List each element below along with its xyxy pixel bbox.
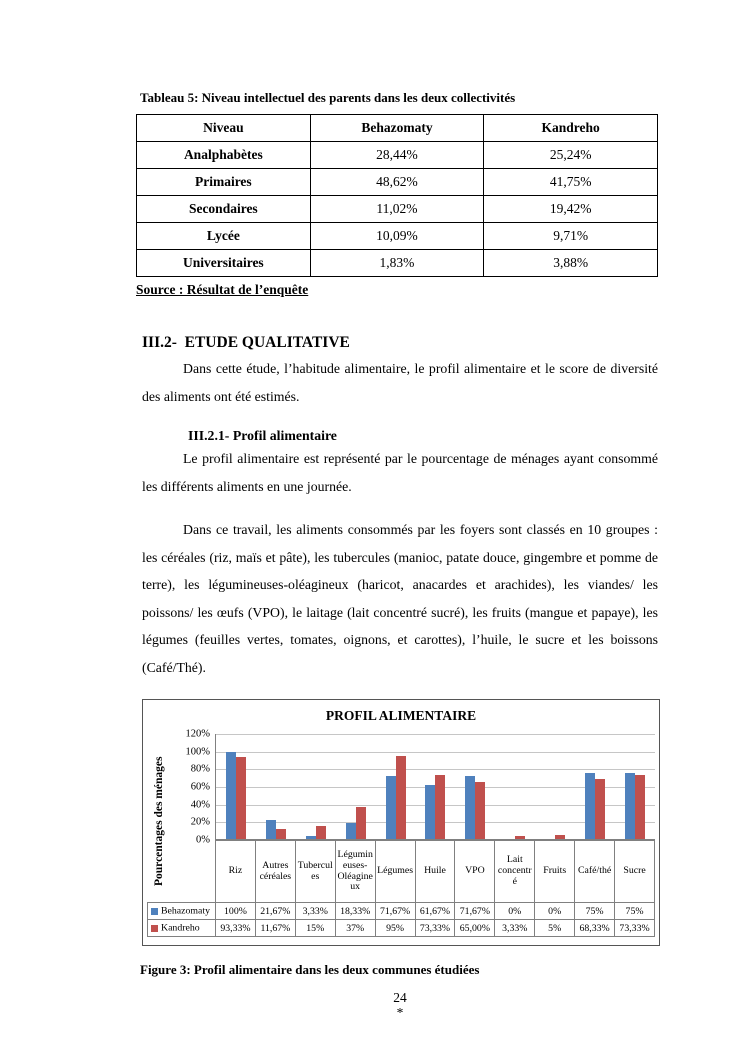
legend-label: Behazomaty bbox=[161, 905, 210, 917]
table-row bbox=[137, 250, 658, 277]
table-cell: 1,83% bbox=[310, 250, 484, 277]
value-cell: 61,67% bbox=[415, 903, 455, 920]
y-tick-label: 0% bbox=[196, 834, 210, 846]
bar-group bbox=[535, 734, 575, 839]
table-row bbox=[137, 223, 658, 250]
table-header-behazomaty: Behazomaty bbox=[310, 115, 484, 142]
value-cell: 0% bbox=[495, 903, 535, 920]
value-cell: 73,33% bbox=[415, 920, 455, 937]
y-tick-label: 60% bbox=[190, 781, 210, 793]
table-header-row bbox=[137, 115, 658, 142]
table5-caption: Tableau 5: Niveau intellectuel des parents dans les deux collectivités bbox=[140, 90, 516, 105]
category-cell: Légumineuses-Oléagineux bbox=[335, 841, 375, 903]
bar-behazomaty bbox=[306, 836, 316, 839]
bar-behazomaty bbox=[226, 752, 236, 840]
page-number: 24 bbox=[393, 990, 407, 1005]
value-cell: 68,33% bbox=[575, 920, 615, 937]
paragraph-profil-definition: Le profil alimentaire est représenté par le pourcentage de ménages ayant consommé les différents aliments en une journée. bbox=[142, 451, 658, 494]
table-cell: 19,42% bbox=[484, 196, 658, 223]
table-cell: Secondaires bbox=[137, 196, 311, 223]
value-cell: 71,67% bbox=[375, 903, 415, 920]
table-header-niveau: Niveau bbox=[137, 115, 311, 142]
bar-group bbox=[575, 734, 615, 839]
bar-group bbox=[336, 734, 376, 839]
value-cell: 21,67% bbox=[255, 903, 295, 920]
table5-source: Source : Résultat de l’enquête bbox=[136, 282, 309, 297]
table-cell: 28,44% bbox=[310, 142, 484, 169]
bar-kandreho bbox=[316, 826, 326, 839]
table-cell: 9,71% bbox=[484, 223, 658, 250]
table-row bbox=[137, 169, 658, 196]
value-cell: 5% bbox=[535, 920, 575, 937]
value-cell: 95% bbox=[375, 920, 415, 937]
bar-kandreho bbox=[276, 829, 286, 839]
bar-behazomaty bbox=[266, 820, 276, 839]
category-cell: Sucre bbox=[615, 841, 655, 903]
category-cell: Autres céréales bbox=[255, 841, 295, 903]
category-cell: Lait concentré bbox=[495, 841, 535, 903]
table-cell: Primaires bbox=[137, 169, 311, 196]
bar-behazomaty bbox=[425, 785, 435, 839]
figure3-caption: Figure 3: Profil alimentaire dans les deux communes étudiées bbox=[140, 962, 480, 977]
value-cell: 15% bbox=[295, 920, 335, 937]
chart-body bbox=[147, 726, 655, 937]
y-axis-ticks bbox=[171, 728, 215, 846]
table-cell: 10,09% bbox=[310, 223, 484, 250]
value-cell: 11,67% bbox=[255, 920, 295, 937]
y-tick-label: 40% bbox=[190, 799, 210, 811]
legend-label: Kandreho bbox=[161, 922, 200, 934]
bar-behazomaty bbox=[625, 773, 635, 839]
bar-behazomaty bbox=[465, 776, 475, 839]
subsection-heading-profil-alimentaire: III.2.1- Profil alimentaire bbox=[188, 428, 337, 443]
category-cell: Fruits bbox=[535, 841, 575, 903]
bar-group bbox=[296, 734, 336, 839]
y-tick-label: 80% bbox=[190, 763, 210, 775]
bar-groups bbox=[216, 734, 655, 839]
figure3-chart bbox=[142, 699, 660, 946]
bar-group bbox=[216, 734, 256, 839]
bar-group bbox=[256, 734, 296, 839]
bar-behazomaty bbox=[585, 773, 595, 839]
value-cell: 93,33% bbox=[216, 920, 256, 937]
table-row bbox=[137, 196, 658, 223]
chart-title: PROFIL ALIMENTAIRE bbox=[325, 708, 477, 723]
bar-kandreho bbox=[356, 807, 366, 839]
bar-behazomaty bbox=[386, 776, 396, 839]
y-axis-label-column bbox=[147, 726, 171, 937]
value-cell: 37% bbox=[335, 920, 375, 937]
series-row-behazomaty bbox=[148, 903, 655, 920]
bar-group bbox=[615, 734, 655, 839]
bar-kandreho bbox=[396, 756, 406, 839]
category-cell: Légumes bbox=[375, 841, 415, 903]
value-cell: 75% bbox=[575, 903, 615, 920]
value-cell: 71,67% bbox=[455, 903, 495, 920]
category-cell: Riz bbox=[216, 841, 256, 903]
bar-kandreho bbox=[515, 836, 525, 839]
page-footnote-mark: * bbox=[396, 1005, 404, 1020]
table-cell: 25,24% bbox=[484, 142, 658, 169]
bar-kandreho bbox=[555, 835, 565, 839]
table-cell: 41,75% bbox=[484, 169, 658, 196]
bar-group bbox=[376, 734, 416, 839]
table-cell: 48,62% bbox=[310, 169, 484, 196]
bar-kandreho bbox=[475, 782, 485, 839]
table5-body bbox=[137, 142, 658, 277]
value-cell: 65,00% bbox=[455, 920, 495, 937]
table-header-kandreho: Kandreho bbox=[484, 115, 658, 142]
section-heading-etude-qualitative: III.2- ETUDE QUALITATIVE bbox=[142, 334, 350, 351]
category-cell: Café/thé bbox=[575, 841, 615, 903]
category-cell: Huile bbox=[415, 841, 455, 903]
y-tick-label: 20% bbox=[190, 816, 210, 828]
value-cell: 75% bbox=[615, 903, 655, 920]
chart-plot-and-table bbox=[161, 726, 655, 937]
value-cell: 18,33% bbox=[335, 903, 375, 920]
category-cell: Tubercules bbox=[295, 841, 335, 903]
y-tick-label: 120% bbox=[185, 728, 210, 740]
value-cell: 3,33% bbox=[295, 903, 335, 920]
table-cell: 3,88% bbox=[484, 250, 658, 277]
table-cell: 11,02% bbox=[310, 196, 484, 223]
bar-kandreho bbox=[635, 775, 645, 839]
paragraph-groupes-aliments: Dans ce travail, les aliments consommés par les foyers sont classés en 10 groupes : les céréales (riz, maïs et pâte), les tubercules (manioc, patate douce, gingembre et pomme de terre), les légumineuses-oléagineux (haricot, anacardes et arachides), les viandes/ les poissons/ les œufs (VPO), le laitage (lait concentré sucré), les fruits (mangue et papaye), les légumes (feuilles vertes, tomates, oignons, et carottes), l’huile, le sucre et les boissons (Café/Thé). bbox=[142, 522, 658, 675]
value-cell: 3,33% bbox=[495, 920, 535, 937]
bar-kandreho bbox=[595, 779, 605, 839]
value-cell: 100% bbox=[216, 903, 256, 920]
value-cell: 0% bbox=[535, 903, 575, 920]
table-row bbox=[137, 142, 658, 169]
bar-group bbox=[455, 734, 495, 839]
paragraph-intro: Dans cette étude, l’habitude alimentaire, le profil alimentaire et le score de diversité des aliments ont été estimés. bbox=[142, 361, 658, 404]
y-tick-label: 100% bbox=[185, 746, 210, 758]
page-footer bbox=[142, 990, 658, 1020]
series-row-kandreho bbox=[148, 920, 655, 937]
bar-group bbox=[495, 734, 535, 839]
table5-head bbox=[137, 115, 658, 142]
table-cell: Universitaires bbox=[137, 250, 311, 277]
bar-group bbox=[416, 734, 456, 839]
plot-row bbox=[171, 728, 655, 846]
value-cell: 73,33% bbox=[615, 920, 655, 937]
category-cell: VPO bbox=[455, 841, 495, 903]
chart-data-table bbox=[147, 840, 655, 937]
table-cell: Lycée bbox=[137, 223, 311, 250]
plot-area bbox=[215, 734, 655, 840]
category-row bbox=[148, 841, 655, 903]
y-axis-label: Pourcentages des ménages bbox=[153, 756, 165, 886]
table5 bbox=[136, 114, 658, 277]
table-cell: Analphabètes bbox=[137, 142, 311, 169]
bar-kandreho bbox=[435, 775, 445, 839]
bar-kandreho bbox=[236, 757, 246, 839]
bar-behazomaty bbox=[346, 823, 356, 839]
